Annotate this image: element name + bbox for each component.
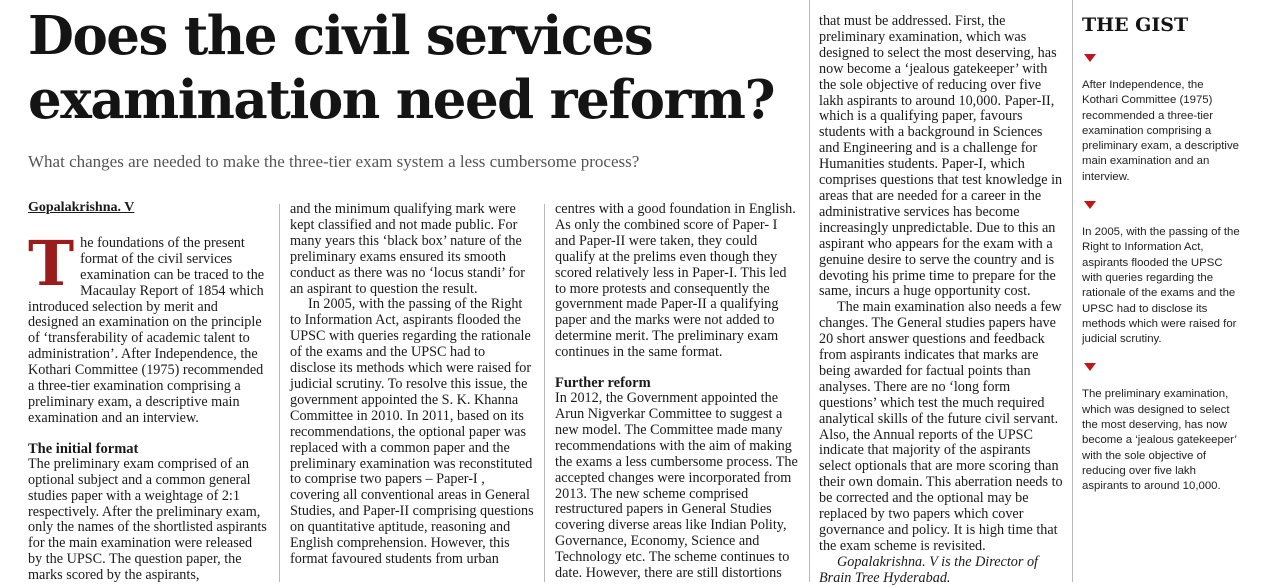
- gist-item-text: The preliminary examination, which was designed to select the most deserving, has now become a ‘jealous gatekeeper’ with the sole objective of reducing over five lakh aspirants to around 10,000.: [1082, 388, 1237, 493]
- column-rule-4: [1072, 0, 1073, 582]
- column-rule-1: [279, 204, 280, 582]
- column-rule-2: [544, 204, 545, 582]
- article-deck: What changes are needed to make the three-tier exam system a less cumbersome process?: [28, 152, 640, 171]
- paragraph: and the minimum qualifying mark were kept classified and not made public. For many years this ‘black box’ nature of the preliminary exams ensured its smooth conduct as there was no ‘locus standi’ for an aspirant to question the result.: [290, 201, 525, 297]
- the-gist-sidebar: [1082, 14, 1242, 511]
- article-column-3: [555, 202, 800, 582]
- intro-paragraph: [28, 226, 268, 427]
- gist-item: [1082, 201, 1242, 347]
- article-column-1: [28, 200, 268, 584]
- gist-item: [1082, 54, 1242, 185]
- paragraph: centres with a good foundation in English. As only the combined score of Paper- I and Paper-II were taken, they could qualify at the prelims even though they scored relatively less in Paper-I. This led to more protests and consequently the government made Paper-II a qualifying paper and the marks were not added to determine merit. The preliminary exam continues in the same format.: [555, 201, 796, 361]
- gist-item: [1082, 363, 1242, 494]
- gist-item-text: After Independence, the Kothari Committee (1975) recommended a three-tier examination comprising a preliminary exam, a descriptive main examination and an interview.: [1082, 79, 1239, 183]
- gist-title: THE GIST: [1082, 14, 1189, 36]
- gist-item-text: In 2005, with the passing of the Right to Information Act, aspirants flooded the UPSC with queries regarding the rationale of the exams and the UPSC had to disclose its methods which were raised for judicial scrutiny.: [1082, 226, 1240, 346]
- paragraph: In 2012, the Government appointed the Arun Nigverkar Committee to suggest a new model. The Committee made many recommendations with the aim of making the exams a less cumbersome process. The accepted changes were incorporated from 2013. The new scheme comprised restructured papers in General Studies covering diverse areas like Indian Polity, Governance, Economy, Science and Technology etc. The scheme continues to date. However, there are still distortions: [555, 390, 798, 582]
- column-rule-3: [809, 0, 810, 582]
- triangle-bullet-icon: [1084, 201, 1096, 209]
- article-column-4: [819, 14, 1064, 587]
- author-byline[interactable]: Gopalakrishna. V: [28, 200, 135, 215]
- triangle-bullet-icon: [1084, 54, 1096, 62]
- article-headline: Does the civil services examination need reform?: [28, 5, 775, 131]
- section-heading-initial-format: The initial format: [28, 440, 139, 457]
- triangle-bullet-icon: [1084, 363, 1096, 371]
- author-note: Gopalakrishna. V is the Director of Brain Tree Hyderabad.: [819, 553, 1038, 586]
- intro-text: he foundations of the present format of the civil services examination can be traced to the Macaulay Report of 1854 which introduced selection by merit and designed an examination on the principle of ‘transferability of academic talent to administration’. After Independence, the Kothari Committee (1975) recommended a three-tier examination comprising a preliminary exam, a descriptive main examination and an interview.: [28, 234, 265, 426]
- section-heading-further-reform: Further reform: [555, 375, 651, 392]
- paragraph: The preliminary exam comprised of an optional subject and a common general studies paper with a weightage of 2:1 respectively. After the preliminary exam, only the names of the shortlisted aspirants for the main examination were released by the UPSC. The question paper, the marks scored by the aspirants,: [28, 455, 267, 584]
- paragraph: In 2005, with the passing of the Right to Information Act, aspirants flooded the UPSC with queries regarding the rationale of the exams and the UPSC had to disclose its methods which were raised for judicial scrutiny. To resolve this issue, the government appointed the S. K. Khanna Committee in 2010. In 2011, based on its recommendations, the optional paper was replaced with a common paper and the preliminary examination was reconstituted to comprise two papers – Paper-I , covering all conventional areas in General Studies, and Paper-II comprising questions on quantitative aptitude, reasoning and English comprehension. However, this format favoured students from urban: [290, 296, 534, 567]
- article-column-2: [290, 202, 534, 568]
- paragraph: The main examination also needs a few changes. The General studies papers have 20 short answer questions and feedback from aspirants indicates that marks are being awarded for factual points than analyses. There are no ‘long form questions’ which test the much required analytical skills of the future civil servant. Also, the Annual reports of the UPSC indicate that majority of the aspirants select optionals that are more scoring than their own domain. This aberration needs to be corrected and the optional may be replaced by two papers which cover governance and policy. It is high time that the exam scheme is revisited.: [819, 299, 1063, 554]
- drop-cap: T: [28, 226, 75, 300]
- paragraph: that must be addressed. First, the preliminary examination, which was designed to select the most deserving, has now become a ‘jealous gatekeeper’ with the sole objective of reducing over five lakh aspirants to around 10,000. Paper-II, which is a qualifying paper, favours students with a background in Sciences and Engineering and is a challenge for Humanities students. Paper-I, which comprises questions that test knowledge in areas that are needed for a career in the administrative services has become increasingly unpredictable. Due to this an aspirant who appears for the exam with a genuine desire to serve the country and is devoting his prime time to prepare for the same, incurs a huge opportunity cost.: [819, 13, 1063, 300]
